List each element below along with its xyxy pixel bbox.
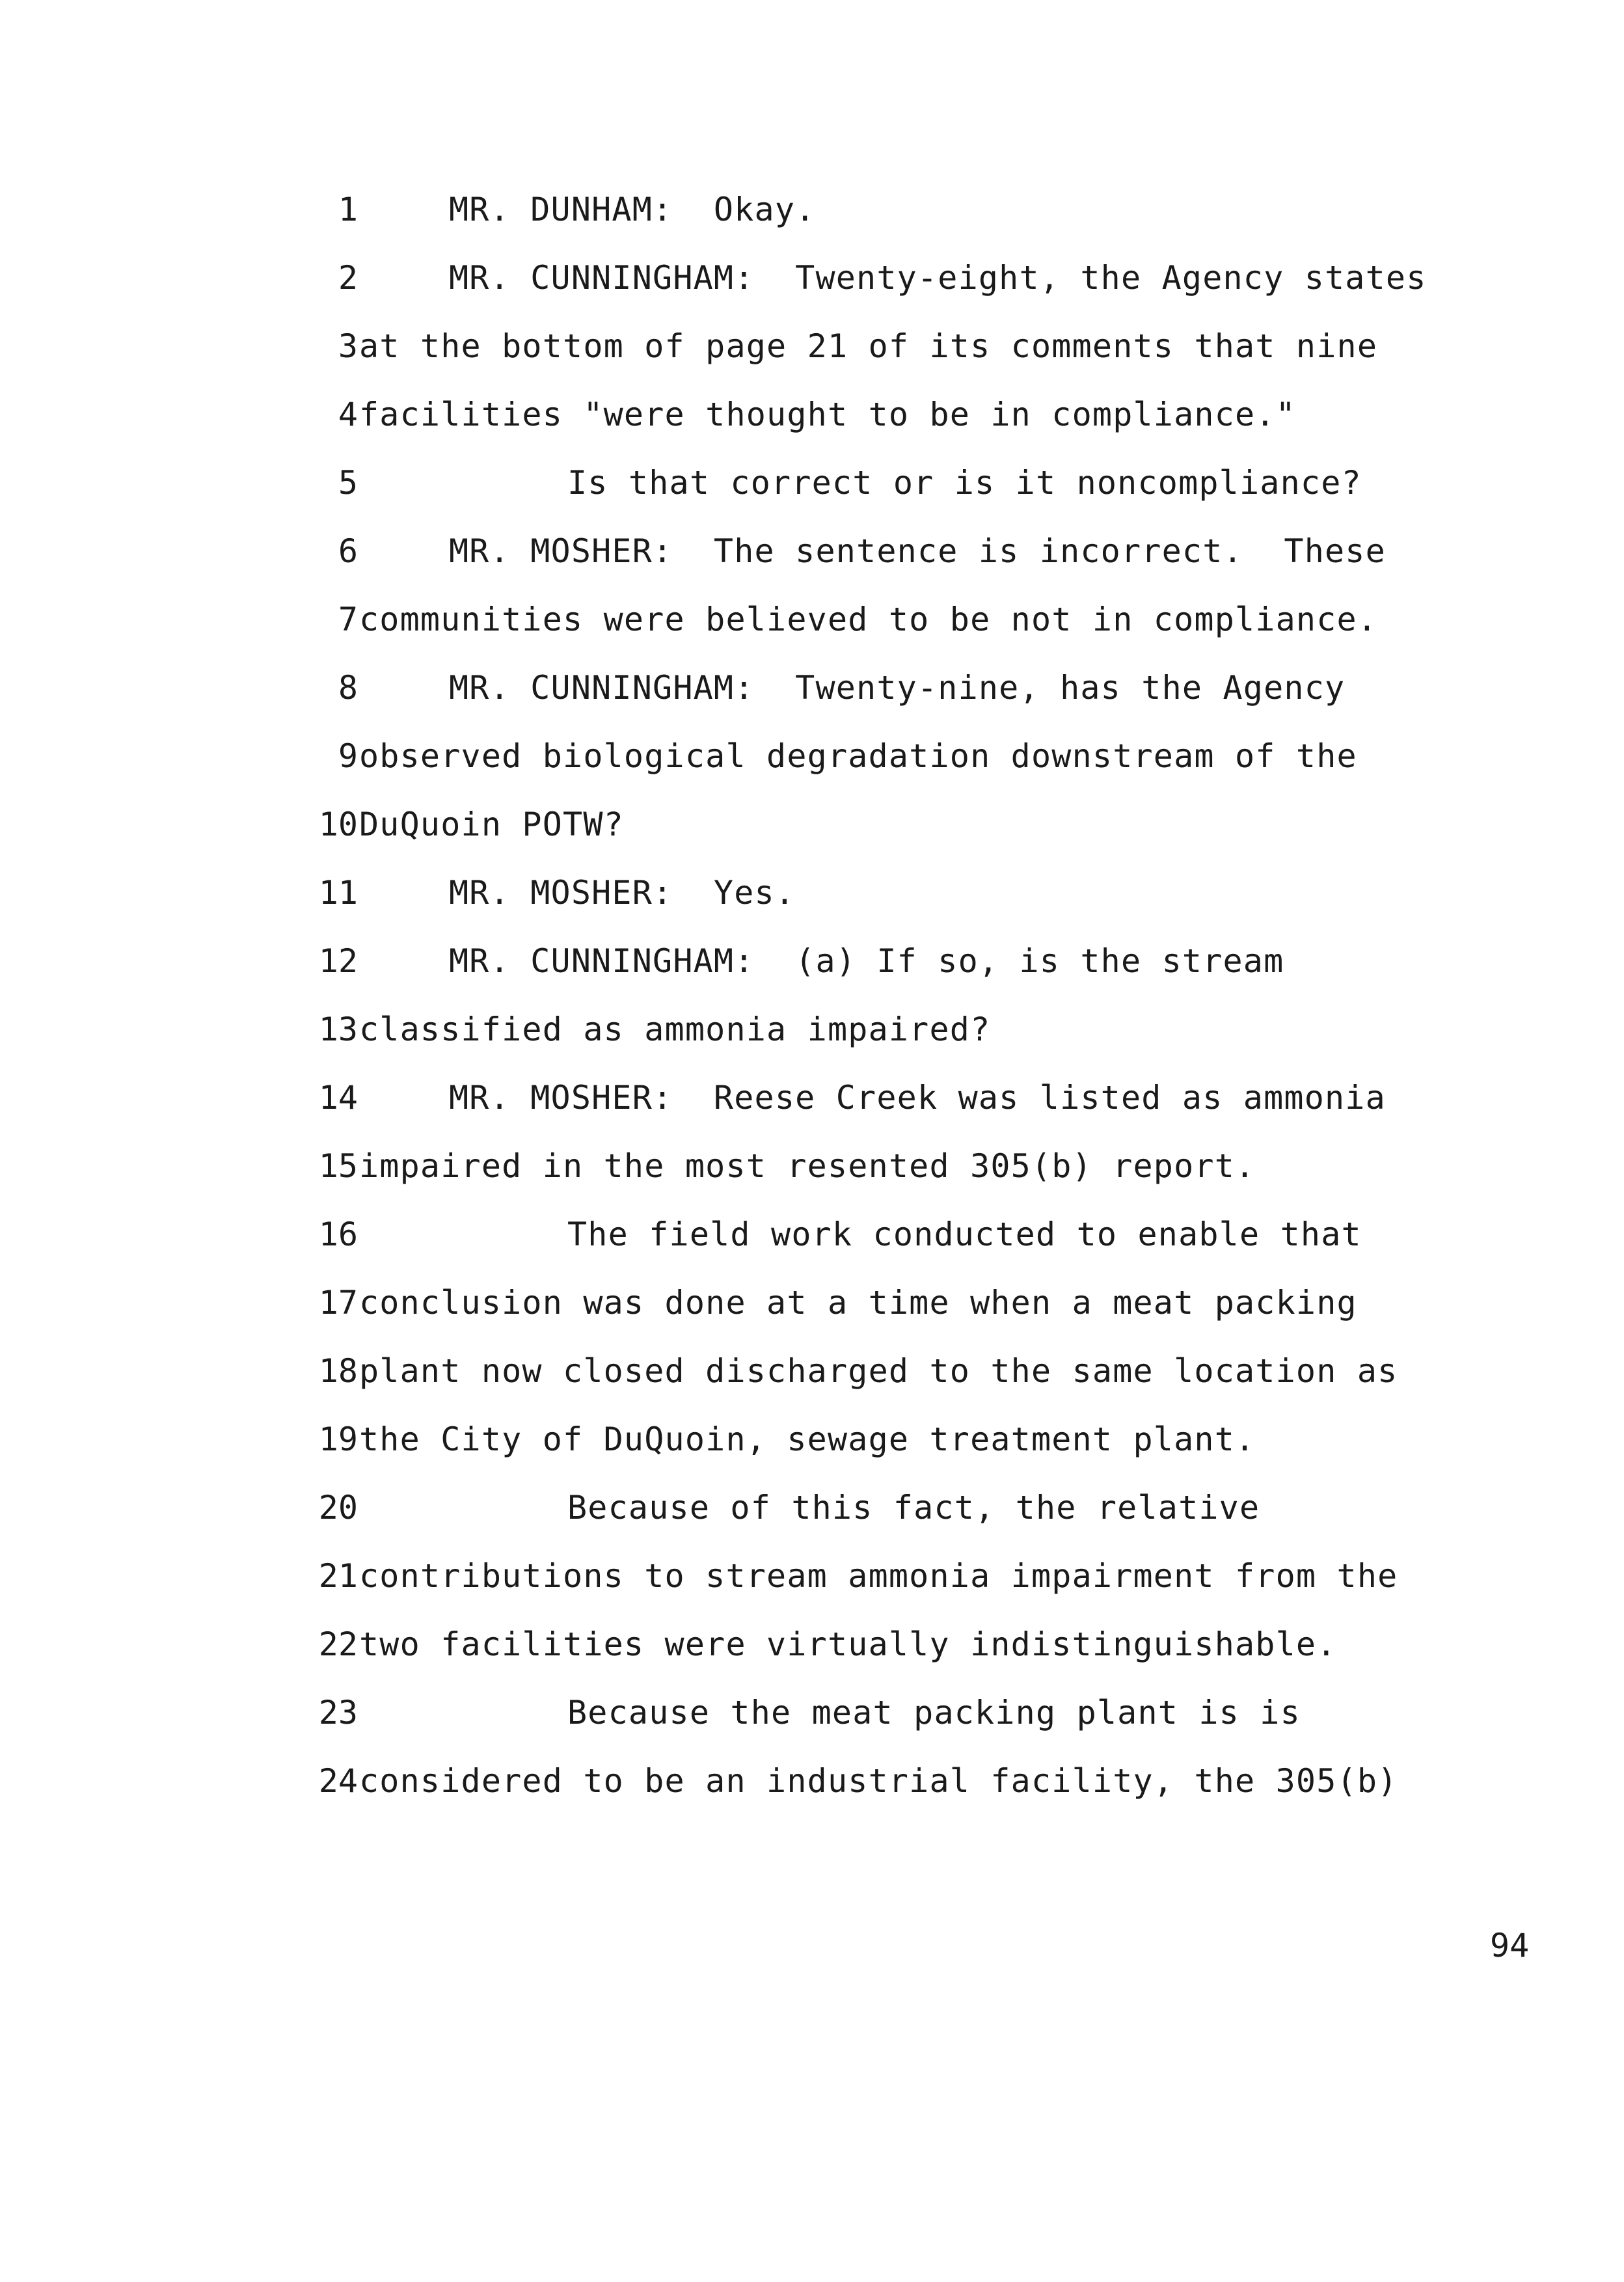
- line-text: conclusion was done at a time when a meat packing: [359, 1284, 1357, 1322]
- transcript-line: [0, 1618, 1624, 1670]
- line-number: 13: [318, 1011, 358, 1048]
- line-text: Is that correct or is it noncompliance?: [567, 464, 1362, 502]
- page-number: 94: [1490, 1927, 1530, 1964]
- line-text: facilities "were thought to be in compliance.": [359, 396, 1296, 433]
- line-text: classified as ammonia impaired?: [359, 1011, 991, 1048]
- transcript-line: [0, 593, 1624, 645]
- transcript-line: [0, 1413, 1624, 1465]
- transcript-line: [0, 798, 1624, 850]
- transcript-line: [0, 1482, 1624, 1534]
- transcript-line: [0, 1755, 1624, 1807]
- line-text: contributions to stream ammonia impairment from the: [359, 1557, 1398, 1595]
- line-number: 24: [318, 1762, 358, 1800]
- line-number: 12: [318, 942, 358, 980]
- line-number: 1: [338, 191, 358, 228]
- line-number: 23: [318, 1694, 358, 1732]
- transcript-line: [0, 1687, 1624, 1739]
- line-text: considered to be an industrial facility, the 305(b): [359, 1762, 1398, 1800]
- transcript-line: [0, 457, 1624, 509]
- line-number: 19: [318, 1420, 358, 1458]
- line-number: 2: [338, 259, 358, 297]
- line-number: 5: [338, 464, 358, 502]
- line-number: 8: [338, 669, 358, 707]
- transcript-line: [0, 935, 1624, 987]
- line-text: MR. DUNHAM: Okay.: [449, 191, 816, 228]
- line-number: 11: [318, 874, 358, 912]
- line-text: MR. CUNNINGHAM: (a) If so, is the stream: [449, 942, 1284, 980]
- line-text: The field work conducted to enable that: [567, 1216, 1362, 1253]
- transcript-line: [0, 1003, 1624, 1055]
- line-number: 20: [318, 1489, 358, 1527]
- transcript-line: [0, 867, 1624, 919]
- line-text: MR. MOSHER: Reese Creek was listed as ammonia: [449, 1079, 1386, 1117]
- line-number: 15: [318, 1147, 358, 1185]
- transcript-line: [0, 388, 1624, 441]
- line-number: 9: [338, 737, 358, 775]
- line-text: MR. MOSHER: The sentence is incorrect. These: [449, 532, 1386, 570]
- line-number: 6: [338, 532, 358, 570]
- line-text: MR. MOSHER: Yes.: [449, 874, 796, 912]
- line-number: 16: [318, 1216, 358, 1253]
- line-text: communities were believed to be not in compliance.: [359, 601, 1378, 638]
- transcript-line: [0, 730, 1624, 782]
- line-number: 22: [318, 1625, 358, 1663]
- transcript-line: [0, 525, 1624, 577]
- transcript-line: [0, 320, 1624, 372]
- line-number: 3: [338, 327, 358, 365]
- line-text: DuQuoin POTW?: [359, 806, 624, 843]
- line-text: MR. CUNNINGHAM: Twenty-eight, the Agency states: [449, 259, 1427, 297]
- line-text: MR. CUNNINGHAM: Twenty-nine, has the Agency: [449, 669, 1346, 707]
- line-number: 17: [318, 1284, 358, 1322]
- transcript-line: [0, 1140, 1624, 1192]
- line-number: 21: [318, 1557, 358, 1595]
- transcript-line: [0, 252, 1624, 304]
- line-text: at the bottom of page 21 of its comments that nine: [359, 327, 1378, 365]
- transcript-line: [0, 1072, 1624, 1124]
- transcript-line: [0, 1277, 1624, 1329]
- transcript-line: [0, 183, 1624, 236]
- transcript-line: [0, 1345, 1624, 1397]
- line-number: 4: [338, 396, 358, 433]
- line-number: 7: [338, 601, 358, 638]
- line-text: the City of DuQuoin, sewage treatment plant.: [359, 1420, 1256, 1458]
- line-number: 18: [318, 1352, 358, 1390]
- line-number: 14: [318, 1079, 358, 1117]
- transcript-line: [0, 1208, 1624, 1260]
- transcript-line: [0, 662, 1624, 714]
- line-number: 10: [318, 806, 358, 843]
- line-text: two facilities were virtually indistinguishable.: [359, 1625, 1337, 1663]
- line-text: Because the meat packing plant is is: [567, 1694, 1301, 1732]
- line-text: Because of this fact, the relative: [567, 1489, 1260, 1527]
- line-text: plant now closed discharged to the same location as: [359, 1352, 1398, 1390]
- line-text: observed biological degradation downstream of the: [359, 737, 1357, 775]
- line-text: impaired in the most resented 305(b) report.: [359, 1147, 1256, 1185]
- transcript-line: [0, 1550, 1624, 1602]
